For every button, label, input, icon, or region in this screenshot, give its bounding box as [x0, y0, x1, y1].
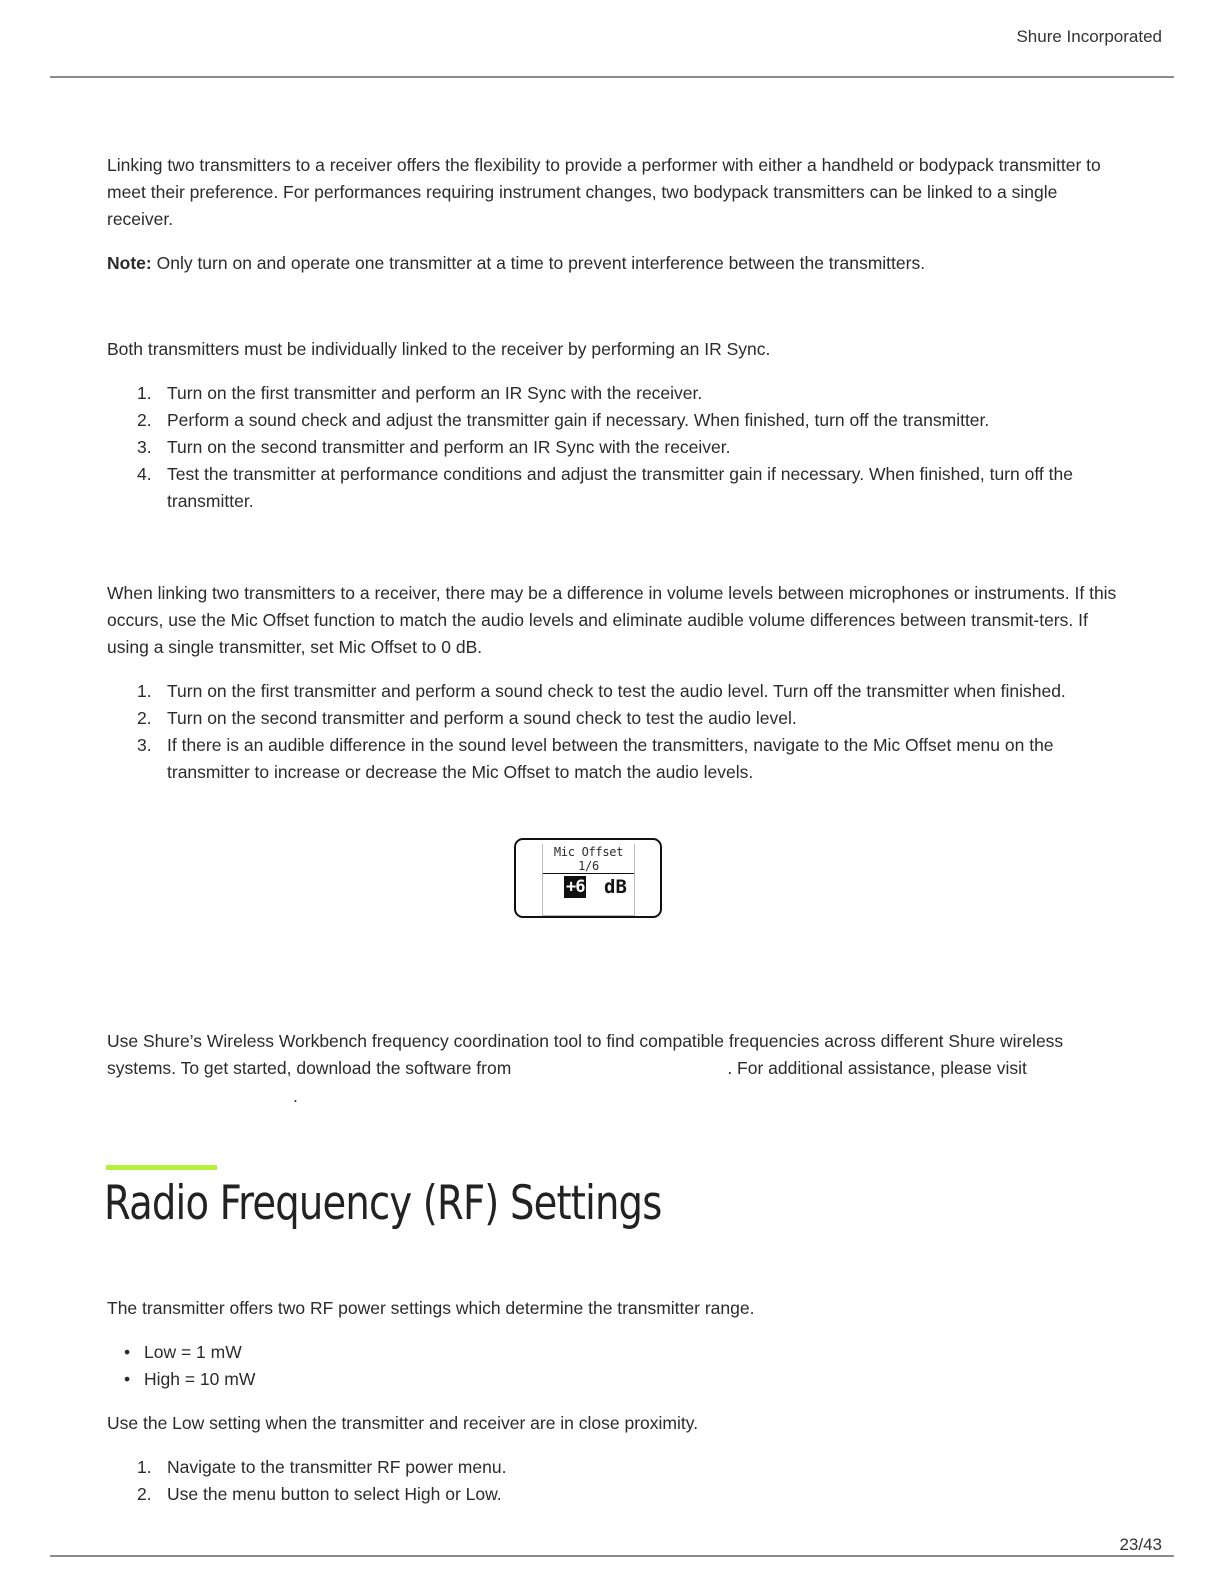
note-label: Note: — [107, 253, 152, 273]
list-item: 1. Navigate to the transmitter RF power menu. — [137, 1457, 507, 1477]
ir-sync-section — [107, 336, 1117, 515]
list-item: 1. Turn on the first transmitter and perform a sound check to test the audio level. Turn off the transmitter when finished. — [137, 681, 1066, 701]
mic-offset-intro: When linking two transmitters to a receiver, there may be a difference in volume levels between microphones or instruments. If this occurs, use the Mic Offset function to match the audio levels and eliminate audible volume differences between transmit-ters. If using a single transmitter, set Mic Offset to 0 dB. — [107, 583, 1117, 657]
display-screen — [542, 844, 635, 916]
mic-offset-steps — [107, 678, 1117, 786]
footer-rule — [50, 1555, 1174, 1557]
display-value: +6 — [566, 877, 585, 897]
list-item: • Low = 1 mW — [124, 1342, 242, 1362]
list-item: 4. Test the transmitter at performance conditions and adjust the transmitter gain if necessary. When finished, turn off the transmitter. — [137, 464, 1073, 511]
workbench-line1: Use Shure’s Wireless Workbench frequency coordination tool to find compatible frequencies across different Shure wireless — [107, 1031, 1064, 1051]
list-item: 2. Use the menu button to select High or Low. — [137, 1484, 502, 1504]
rf-settings-heading: Radio Frequency (RF) Settings — [104, 1176, 662, 1231]
list-item: 3. If there is an audible difference in the sound level between the transmitters, navigate to the Mic Offset menu on the transmitter to increase or decrease the Mic Offset to match the audio levels. — [137, 735, 1054, 782]
linking-section — [107, 152, 1117, 277]
rf-advice: Use the Low setting when the transmitter and receiver are in close proximity. — [107, 1413, 699, 1433]
display-unit: dB — [604, 876, 627, 898]
ir-sync-steps — [107, 380, 1117, 515]
mic-offset-display — [514, 838, 662, 918]
mic-offset-section — [107, 580, 1117, 786]
list-item: 2. Perform a sound check and adjust the transmitter gain if necessary. When finished, turn off the transmitter. — [137, 410, 990, 430]
header-rule — [50, 76, 1174, 78]
workbench-line3: . — [293, 1086, 298, 1106]
note-text: Only turn on and operate one transmitter at a time to prevent interference between the transmitters. — [156, 253, 926, 273]
rf-options — [107, 1339, 1117, 1393]
list-item: • High = 10 mW — [124, 1369, 256, 1389]
rf-intro: The transmitter offers two RF power settings which determine the transmitter range. — [107, 1298, 755, 1318]
list-item: 2. Turn on the second transmitter and perform a sound check to test the audio level. — [137, 708, 797, 728]
ir-sync-intro: Both transmitters must be individually linked to the receiver by performing an IR Sync. — [107, 339, 771, 359]
display-title: Mic Offset 1/6 — [543, 845, 634, 874]
list-item: 1. Turn on the first transmitter and perform an IR Sync with the receiver. — [137, 383, 703, 403]
workbench-line2: systems. To get started, download the software from . For additional assistance, please visit — [107, 1058, 1027, 1078]
rf-settings-section — [107, 1295, 1117, 1508]
company-name: Shure Incorporated — [1016, 27, 1162, 46]
linking-intro: Linking two transmitters to a receiver offers the flexibility to provide a performer with either a handheld or bodypack transmitter to meet their preference. For performances requiring instrument changes, two bodypack transmitters can be linked to a single receiver. — [107, 155, 1101, 229]
rf-steps — [107, 1454, 1117, 1508]
page-number: 23/43 — [1119, 1535, 1162, 1554]
list-item: 3. Turn on the second transmitter and perform an IR Sync with the receiver. — [137, 437, 731, 457]
workbench-section — [107, 1028, 1117, 1082]
linking-note — [107, 250, 1117, 277]
heading-accent-bar — [106, 1165, 217, 1170]
